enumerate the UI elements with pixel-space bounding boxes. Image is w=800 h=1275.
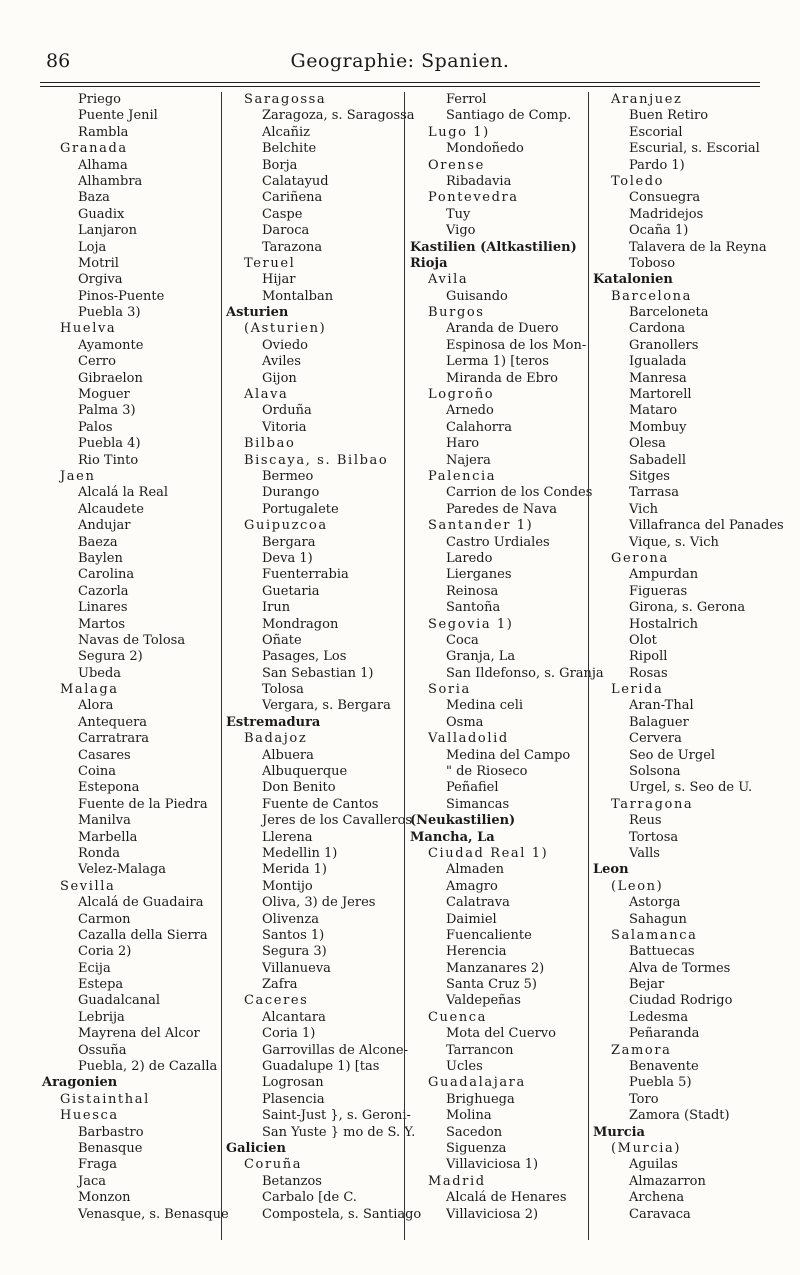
place-entry: Pasages, Los: [262, 649, 347, 665]
place-entry: Lebrija: [78, 1009, 125, 1025]
place-entry: Villaviciosa 2): [446, 1206, 539, 1222]
place-entry: Coria 1): [262, 1026, 316, 1042]
place-entry: Fuenterrabia: [262, 567, 349, 583]
province-entry: Caceres: [244, 993, 309, 1009]
place-entry: Lierganes: [446, 567, 512, 583]
province-entry: Avila: [428, 272, 469, 288]
place-entry: Ucles: [446, 1059, 483, 1075]
place-entry: Brighuega: [446, 1091, 515, 1107]
place-entry: Albuquerque: [262, 764, 348, 780]
region-heading: Leon: [593, 862, 629, 878]
place-entry: Albuera: [262, 747, 314, 763]
place-entry: Toboso: [629, 255, 676, 271]
place-entry: Rosas: [629, 665, 668, 681]
province-entry: Madrid: [428, 1173, 486, 1189]
province-entry: Sevilla: [60, 878, 116, 894]
place-entry: Lerma 1) [teros: [446, 354, 549, 370]
place-entry: Valdepeñas: [446, 993, 521, 1009]
place-entry: Palma 3): [78, 403, 136, 419]
place-entry: Saint-Just }, s. Geroni-: [262, 1108, 411, 1124]
place-entry: Cardona: [629, 321, 686, 337]
place-entry: Mondragon: [262, 616, 339, 632]
place-entry: Guadix: [78, 206, 125, 222]
place-entry: Olot: [629, 632, 657, 648]
province-entry: (Murcia): [611, 1141, 682, 1156]
place-entry: Sitges: [629, 468, 670, 484]
region-heading: Rioja: [410, 255, 448, 271]
column-4: [593, 92, 784, 1240]
place-entry: Calahorra: [446, 419, 512, 435]
place-entry: Haro: [446, 436, 480, 452]
province-entry: Barcelona: [611, 288, 692, 304]
place-entry: Mota del Cuervo: [446, 1026, 556, 1042]
place-entry: Figueras: [629, 583, 688, 599]
place-entry: Betanzos: [262, 1173, 322, 1189]
province-entry: Santander 1): [428, 518, 534, 534]
place-entry: Alcalá de Guadaira: [78, 895, 204, 911]
place-entry: Cazalla della Sierra: [78, 927, 208, 943]
region-heading: (Neukastilien): [410, 813, 516, 829]
place-entry: Calatrava: [446, 895, 510, 911]
province-entry: Coruña: [244, 1157, 303, 1173]
page-number: 86: [46, 50, 71, 72]
place-entry: Gibraelon: [78, 370, 143, 386]
place-entry: Daimiel: [446, 911, 497, 927]
place-entry: Talavera de la Reyna: [629, 239, 767, 255]
place-entry: Casares: [78, 747, 131, 763]
place-entry: Hostalrich: [629, 616, 698, 632]
place-entry: Alcantara: [262, 1009, 326, 1025]
index-columns: [40, 92, 784, 1242]
place-entry: Balaguer: [629, 714, 689, 730]
place-entry: Manzanares 2): [446, 960, 545, 976]
place-entry: Herencia: [446, 944, 507, 960]
place-entry: Tuy: [446, 206, 471, 222]
place-entry: Manresa: [629, 370, 687, 386]
place-entry: Puebla 3): [78, 305, 141, 321]
place-entry: Llerena: [262, 829, 313, 845]
place-entry: Puebla, 2) de Cazalla: [78, 1059, 218, 1075]
place-entry: Zafra: [262, 977, 298, 993]
place-entry: Alhama: [78, 157, 128, 173]
place-entry: Baeza: [78, 534, 118, 550]
place-entry: Rambla: [78, 124, 129, 140]
place-entry: Buen Retiro: [629, 108, 709, 124]
province-entry: (Leon): [611, 878, 664, 894]
place-entry: Orduña: [262, 403, 312, 419]
column-2: [226, 92, 422, 1240]
province-entry: Logroño: [428, 387, 495, 403]
place-entry: Ripoll: [629, 649, 668, 665]
place-entry: Coca: [446, 632, 479, 648]
place-entry: Segura 2): [78, 649, 143, 665]
place-entry: Garrovillas de Alcone-: [262, 1042, 409, 1058]
place-entry: Villanueva: [262, 960, 331, 976]
province-entry: Salamanca: [611, 927, 698, 943]
region-heading: Kastilien (Altkastilien): [410, 239, 577, 255]
place-entry: Bergara: [262, 534, 316, 550]
place-entry: Baza: [78, 190, 110, 206]
place-entry: Daroca: [262, 223, 310, 239]
place-entry: Ribadavia: [446, 173, 512, 189]
place-entry: Hijar: [262, 272, 296, 288]
place-entry: Igualada: [629, 354, 687, 370]
place-entry: Alora: [78, 698, 114, 714]
region-heading: Asturien: [226, 305, 289, 321]
place-entry: Santoña: [446, 600, 501, 616]
province-entry: Ciudad Real 1): [428, 845, 549, 861]
place-entry: Escorial: [629, 124, 683, 140]
province-entry: Granada: [60, 141, 128, 157]
place-entry: Ledesma: [629, 1009, 689, 1025]
place-entry: Seo de Urgel: [629, 747, 716, 763]
column-1: [42, 92, 229, 1240]
place-entry: Carrion de los Condes: [446, 485, 593, 501]
place-entry: Moguer: [78, 387, 130, 403]
place-entry: Navas de Tolosa: [78, 632, 186, 648]
province-entry: Jaen: [60, 468, 96, 484]
place-entry: Granollers: [629, 337, 699, 353]
place-entry: Barbastro: [78, 1124, 144, 1140]
place-entry: Zamora (Stadt): [629, 1108, 730, 1124]
region-heading: Mancha, La: [410, 829, 495, 845]
place-entry: Jeres de los Cavalleros: [262, 813, 413, 829]
place-entry: Osma: [446, 714, 484, 730]
column-divider: [404, 92, 405, 1240]
place-entry: Durango: [262, 485, 320, 501]
place-entry: Arnedo: [446, 403, 494, 419]
place-entry: Villaviciosa 1): [446, 1157, 539, 1173]
place-entry: Orgiva: [78, 272, 123, 288]
place-entry: Toro: [629, 1091, 659, 1107]
region-heading: Murcia: [593, 1124, 645, 1140]
place-entry: Velez-Malaga: [78, 862, 167, 878]
place-entry: Miranda de Ebro: [446, 370, 559, 386]
header-rule-top: [40, 82, 760, 83]
region-heading: Estremadura: [226, 714, 321, 730]
place-entry: Benasque: [78, 1141, 143, 1156]
place-entry: Alcalá la Real: [78, 485, 169, 501]
place-entry: Coina: [78, 764, 117, 780]
place-entry: Fuente de la Piedra: [78, 796, 208, 812]
place-entry: Estepona: [78, 780, 140, 796]
place-entry: Pardo 1): [629, 157, 685, 173]
place-entry: Alcaudete: [78, 501, 144, 517]
place-entry: Tortosa: [629, 829, 679, 845]
place-entry: Ciudad Rodrigo: [629, 993, 733, 1009]
place-entry: Alhambra: [78, 173, 143, 189]
province-entry: Teruel: [244, 255, 296, 271]
place-entry: Coria 2): [78, 944, 132, 960]
page-header: [40, 48, 760, 78]
place-entry: Peñaranda: [629, 1026, 700, 1042]
place-entry: Carbalo [de C.: [262, 1190, 357, 1206]
place-entry: Vigo: [446, 223, 476, 239]
place-entry: Fuencaliente: [446, 927, 532, 943]
province-entry: Segovia 1): [428, 616, 514, 632]
place-entry: Granja, La: [446, 649, 516, 665]
place-entry: Puebla 5): [629, 1075, 692, 1091]
place-entry: Montijo: [262, 878, 313, 894]
province-entry: Toledo: [611, 173, 665, 189]
place-entry: Ossuña: [78, 1042, 127, 1058]
place-entry: Tarrasa: [629, 485, 680, 501]
province-entry: Tarragona: [611, 796, 694, 812]
place-entry: Escurial, s. Escorial: [629, 141, 760, 157]
place-entry: Simancas: [446, 796, 510, 812]
place-entry: Martorell: [629, 387, 692, 403]
place-entry: Espinosa de los Mon-: [446, 337, 587, 353]
place-entry: Olesa: [629, 436, 666, 452]
place-entry: Oliva, 3) de Jeres: [262, 895, 376, 911]
place-entry: " de Rioseco: [446, 764, 528, 780]
place-entry: Alva de Tormes: [629, 960, 731, 976]
place-entry: Carmon: [78, 911, 131, 927]
province-entry: Huesca: [60, 1108, 119, 1124]
place-entry: Bejar: [629, 977, 665, 993]
column-3: [410, 92, 604, 1240]
province-entry: Malaga: [60, 682, 119, 698]
place-entry: Valls: [629, 845, 660, 861]
place-entry: Benavente: [629, 1059, 699, 1075]
place-entry: Tarazona: [262, 239, 323, 255]
province-entry: Bilbao: [244, 436, 296, 452]
place-entry: San Ildefonso, s. Granja: [446, 665, 604, 681]
place-entry: Cerro: [78, 354, 116, 370]
place-entry: Paredes de Nava: [446, 501, 558, 517]
place-entry: Cariñena: [262, 190, 323, 206]
place-entry: Linares: [78, 600, 128, 616]
place-entry: Sacedon: [446, 1124, 503, 1140]
place-entry: San Sebastian 1): [262, 665, 374, 681]
place-entry: Mataro: [629, 403, 678, 419]
place-entry: Castro Urdiales: [446, 534, 550, 550]
province-entry: Gistainthal: [60, 1091, 150, 1107]
place-entry: Ecija: [78, 960, 111, 976]
place-entry: Sahagun: [629, 911, 687, 927]
place-entry: Irun: [262, 600, 291, 616]
place-entry: Battuecas: [629, 944, 695, 960]
place-entry: Cervera: [629, 731, 682, 747]
place-entry: Santiago de Comp.: [446, 108, 572, 124]
place-entry: Barceloneta: [629, 305, 709, 321]
place-entry: Alcalá de Henares: [446, 1190, 567, 1206]
province-entry: Guipuzcoa: [244, 518, 328, 534]
province-entry: Alava: [244, 387, 289, 403]
province-entry: Pontevedra: [428, 190, 519, 206]
place-entry: Solsona: [629, 764, 681, 780]
place-entry: Priego: [78, 92, 121, 107]
place-entry: Ferrol: [446, 92, 487, 107]
province-entry: Orense: [428, 157, 485, 173]
header-rule-bottom: [40, 86, 760, 87]
place-entry: Martos: [78, 616, 125, 632]
place-entry: Santa Cruz 5): [446, 977, 537, 993]
place-entry: Estepa: [78, 977, 124, 993]
place-entry: Don Benito: [262, 780, 336, 796]
place-entry: Pinos-Puente: [78, 288, 165, 304]
place-entry: Plasencia: [262, 1091, 325, 1107]
place-entry: Monzon: [78, 1190, 131, 1206]
province-entry: Badajoz: [244, 731, 308, 747]
place-entry: Tolosa: [262, 682, 304, 698]
place-entry: Almaden: [446, 862, 505, 878]
place-entry: Guadalcanal: [78, 993, 161, 1009]
province-entry: Soria: [428, 682, 471, 698]
place-entry: Vitoria: [262, 419, 307, 435]
place-entry: Antequera: [78, 714, 148, 730]
place-entry: Jaca: [78, 1173, 106, 1189]
place-entry: Villafranca del Panades: [629, 518, 784, 534]
place-entry: Puebla 4): [78, 436, 141, 452]
place-entry: Santos 1): [262, 927, 325, 943]
place-entry: Molina: [446, 1108, 492, 1124]
place-entry: Merida 1): [262, 862, 327, 878]
place-entry: Peñafiel: [446, 780, 499, 796]
province-entry: Lugo 1): [428, 124, 490, 140]
place-entry: Vergara, s. Bergara: [262, 698, 391, 714]
place-entry: Astorga: [629, 895, 681, 911]
place-entry: Tarrancon: [446, 1042, 514, 1058]
place-entry: Fuente de Cantos: [262, 796, 379, 812]
place-entry: Carolina: [78, 567, 135, 583]
province-entry: Gerona: [611, 550, 669, 566]
place-entry: Vich: [629, 501, 658, 517]
place-entry: Rio Tinto: [78, 452, 139, 468]
place-entry: Almazarron: [629, 1173, 706, 1189]
place-entry: Logrosan: [262, 1075, 324, 1091]
place-entry: Caravaca: [629, 1206, 691, 1222]
place-entry: Ronda: [78, 845, 121, 861]
place-entry: Aran-Thal: [629, 698, 694, 714]
place-entry: Portugalete: [262, 501, 339, 517]
province-entry: Palencia: [428, 468, 497, 484]
place-entry: Medellin 1): [262, 845, 338, 861]
place-entry: Montalban: [262, 288, 334, 304]
province-entry: Huelva: [60, 321, 117, 337]
place-entry: Laredo: [446, 550, 493, 566]
region-heading: Aragonien: [42, 1075, 118, 1091]
place-entry: Medina del Campo: [446, 747, 571, 763]
place-entry: Fraga: [78, 1157, 118, 1173]
place-entry: Motril: [78, 255, 119, 271]
place-entry: Archena: [629, 1190, 685, 1206]
place-entry: Najera: [446, 452, 491, 468]
column-divider: [221, 92, 222, 1240]
place-entry: Ubeda: [78, 665, 122, 681]
province-entry: Saragossa: [244, 92, 327, 107]
place-entry: Bermeo: [262, 468, 314, 484]
place-entry: Venasque, s. Benasque: [78, 1206, 229, 1222]
place-entry: Amagro: [446, 878, 498, 894]
place-entry: Medina celi: [446, 698, 524, 714]
place-entry: Lanjaron: [78, 223, 137, 239]
place-entry: Ayamonte: [78, 337, 144, 353]
place-entry: Guadalupe 1) [tas: [262, 1059, 380, 1075]
place-entry: Caspe: [262, 206, 303, 222]
place-entry: Mombuy: [629, 419, 687, 435]
province-entry: Cuenca: [428, 1009, 488, 1025]
place-entry: Consuegra: [629, 190, 701, 206]
province-entry: (Asturien): [244, 321, 327, 337]
province-entry: Guadalajara: [428, 1075, 526, 1091]
place-entry: Andujar: [78, 518, 131, 534]
place-entry: Segura 3): [262, 944, 327, 960]
place-entry: Aranda de Duero: [446, 321, 559, 337]
province-entry: Zamora: [611, 1042, 672, 1058]
place-entry: Baylen: [78, 550, 123, 566]
place-entry: Mayrena del Alcor: [78, 1026, 200, 1042]
place-entry: Sabadell: [629, 452, 687, 468]
place-entry: Borja: [262, 157, 298, 173]
running-title: Geographie: Spanien.: [290, 50, 510, 72]
province-entry: Biscaya, s. Bilbao: [244, 452, 389, 468]
province-entry: Burgos: [428, 305, 485, 321]
place-entry: Gijon: [262, 370, 297, 386]
province-entry: Valladolid: [428, 731, 509, 747]
province-entry: Lerida: [611, 682, 664, 698]
place-entry: Oñate: [262, 632, 302, 648]
place-entry: Guetaria: [262, 583, 320, 599]
place-entry: Marbella: [78, 829, 138, 845]
place-entry: Aviles: [262, 354, 301, 370]
place-entry: Alcañiz: [262, 124, 310, 140]
place-entry: Siguenza: [446, 1141, 507, 1156]
place-entry: Deva 1): [262, 550, 313, 566]
place-entry: Palos: [78, 419, 113, 435]
region-heading: Katalonien: [593, 272, 673, 288]
place-entry: Carratrara: [78, 731, 150, 747]
place-entry: Olivenza: [262, 911, 319, 927]
place-entry: Belchite: [262, 141, 317, 157]
place-entry: Ampurdan: [629, 567, 699, 583]
place-entry: Reinosa: [446, 583, 499, 599]
place-entry: Aguilas: [629, 1157, 678, 1173]
place-entry: Loja: [78, 239, 107, 255]
place-entry: Oviedo: [262, 337, 309, 353]
place-entry: Mondoñedo: [446, 141, 524, 157]
column-divider: [588, 92, 589, 1240]
place-entry: Manilva: [78, 813, 131, 829]
place-entry: Guisando: [446, 288, 508, 304]
place-entry: Ocaña 1): [629, 223, 689, 239]
place-entry: Compostela, s. Santiago: [262, 1206, 422, 1222]
place-entry: Reus: [629, 813, 662, 829]
place-entry: Vique, s. Vich: [629, 534, 719, 550]
place-entry: Zaragoza, s. Saragossa: [262, 108, 415, 124]
region-heading: Galicien: [226, 1141, 286, 1156]
place-entry: Calatayud: [262, 173, 329, 189]
place-entry: San Yuste } mo de S. Y.: [262, 1124, 416, 1140]
place-entry: Puente Jenil: [78, 108, 158, 124]
place-entry: Girona, s. Gerona: [629, 600, 746, 616]
place-entry: Urgel, s. Seo de U.: [629, 780, 753, 796]
place-entry: Cazorla: [78, 583, 129, 599]
place-entry: Madridejos: [629, 206, 704, 222]
province-entry: Aranjuez: [611, 92, 683, 107]
